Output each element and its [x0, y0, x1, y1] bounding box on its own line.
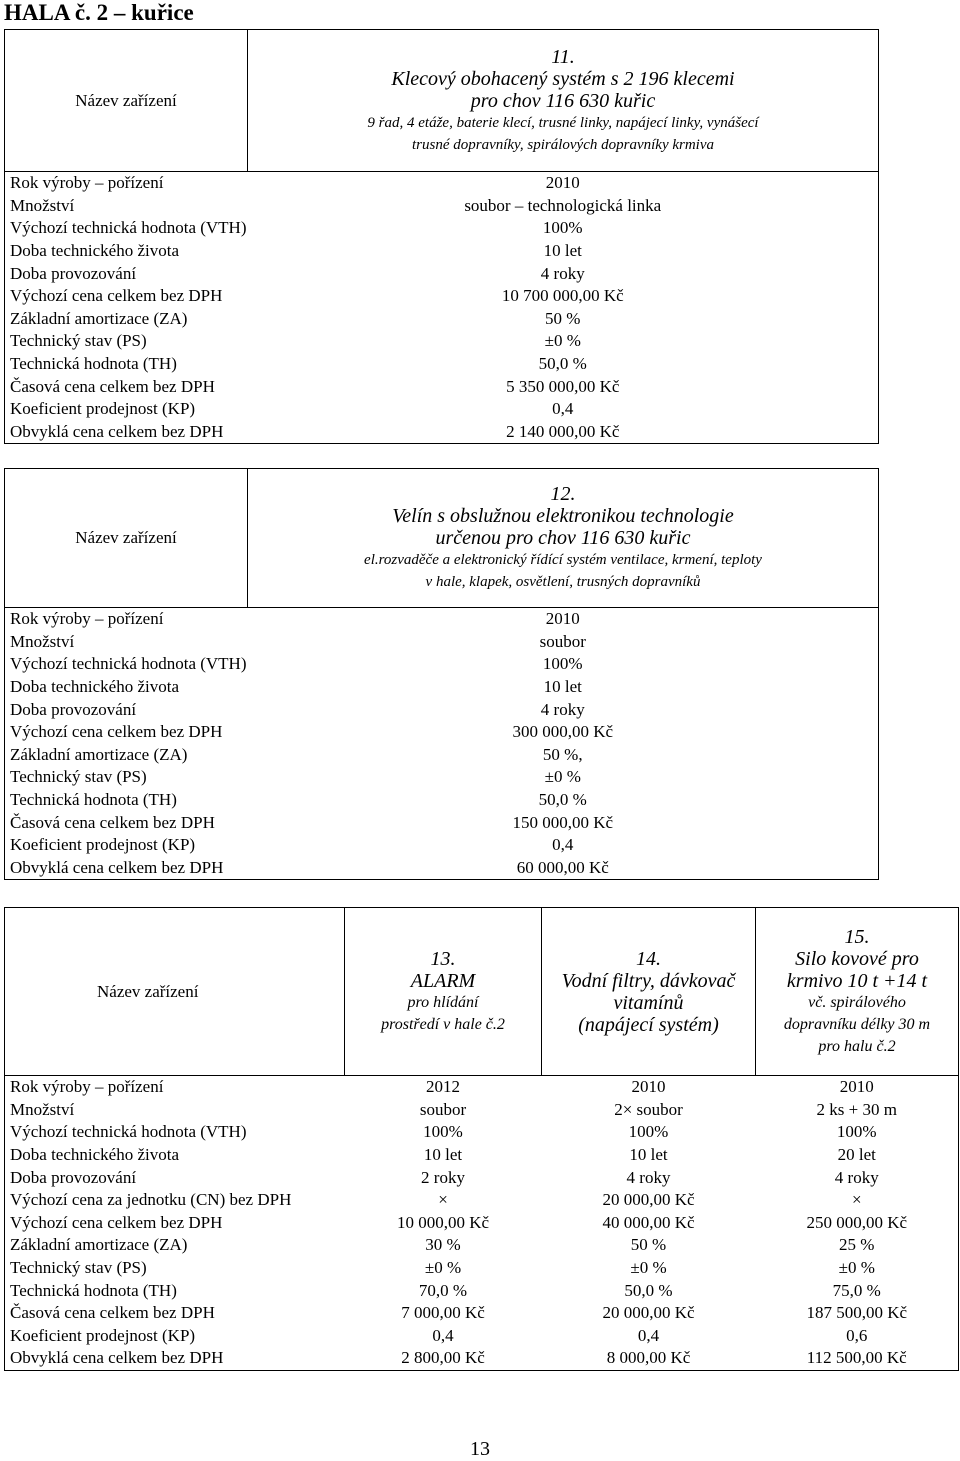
row-label: Doba technického života [5, 676, 248, 699]
table-row [5, 721, 879, 744]
row-value: 60 000,00 Kč [248, 857, 879, 880]
row-value: 2010 [542, 1076, 756, 1099]
table-row [5, 789, 879, 812]
row-value: 187 500,00 Kč [756, 1302, 959, 1325]
row-label: Výchozí cena za jednotku (CN) bez DPH [5, 1189, 345, 1212]
table-row [5, 1325, 959, 1348]
row-label: Množství [5, 195, 248, 218]
row-label: Obvyklá cena celkem bez DPH [5, 857, 248, 880]
table-row [5, 1189, 959, 1212]
row-label: Technická hodnota (TH) [5, 353, 248, 376]
row-label: Rok výroby – pořízení [5, 1076, 345, 1099]
row-value: 75,0 % [756, 1279, 959, 1302]
row-value: 2 ks + 30 m [756, 1099, 959, 1122]
row-value: 2012 [345, 1076, 542, 1099]
table-row [5, 308, 879, 331]
table-row [5, 811, 879, 834]
device-title-line: ALARM [410, 969, 476, 992]
row-value: 100% [423, 1122, 463, 1142]
row-label: Množství [5, 1099, 345, 1122]
row-value: 10 let [423, 1145, 463, 1165]
table-row [5, 217, 879, 240]
row-value: 30 % [425, 1235, 461, 1255]
device-title-line: určenou pro chov 116 630 kuřic [435, 527, 691, 549]
device-header [248, 30, 879, 172]
row-label: Doba provozování [5, 262, 248, 285]
row-value: 50,0 % [248, 789, 879, 812]
row-value: 250 000,00 Kč [756, 1212, 959, 1235]
row-value: 2010 [248, 608, 879, 631]
row-value: 10 700 000,00 Kč [248, 285, 879, 308]
row-label: Výchozí cena celkem bez DPH [5, 285, 248, 308]
row-label: Výchozí technická hodnota (VTH) [5, 217, 248, 240]
device-table-13-15 [4, 907, 959, 1371]
row-value: 2 800,00 Kč [345, 1347, 542, 1370]
device-description-line: pro hlídání [407, 993, 479, 1011]
row-label: Výchozí cena celkem bez DPH [5, 1212, 345, 1235]
device-title-line: (napájecí systém) [578, 1013, 719, 1036]
row-value: 2 140 000,00 Kč [248, 421, 879, 444]
row-value: 70,0 % [418, 1280, 468, 1300]
row-value: 20 000,00 Kč [602, 1190, 695, 1210]
table-row [5, 766, 879, 789]
row-value: 100% [756, 1121, 959, 1144]
device-name-label: Název zařízení [5, 469, 248, 608]
row-value: ±0 % [248, 766, 879, 789]
device-table-11 [4, 29, 879, 444]
row-label: Základní amortizace (ZA) [5, 308, 248, 331]
table-row [5, 398, 879, 421]
device-description-line: vč. spirálového [808, 993, 906, 1011]
row-value: 150 000,00 Kč [248, 811, 879, 834]
table-row [5, 1099, 959, 1122]
row-value: 20 let [756, 1144, 959, 1167]
device-title-line: vitamínů [613, 991, 684, 1014]
row-value: 10 let [248, 240, 879, 263]
row-value: 4 roky [756, 1166, 959, 1189]
device-number: 15. [844, 925, 870, 948]
row-value: 4 roky [248, 262, 879, 285]
device-description-line: 9 řad, 4 etáže, baterie klecí, trusné linky, napájecí linky, vynášecí [367, 114, 759, 131]
row-label: Obvyklá cena celkem bez DPH [5, 1347, 345, 1370]
row-value: 300 000,00 Kč [248, 721, 879, 744]
device-title-line: krmivo 10 t +14 t [786, 969, 928, 992]
device-header-13 [345, 908, 542, 1076]
row-label: Výchozí cena celkem bez DPH [5, 721, 248, 744]
device-title-line: Velín s obslužnou elektronikou technologie [392, 505, 734, 527]
row-label: Množství [5, 631, 248, 654]
row-value: 2010 [756, 1076, 959, 1099]
device-description-line: v hale, klapek, osvětlení, trusných dopravníků [425, 574, 701, 590]
row-value: 0,4 [248, 398, 879, 421]
row-value: soubor [248, 631, 879, 654]
table-row [5, 676, 879, 699]
row-value: 10 000,00 Kč [396, 1212, 490, 1232]
row-label: Doba technického života [5, 240, 248, 263]
table-row [5, 1121, 959, 1144]
table-row [5, 195, 879, 218]
row-value: ±0 % [756, 1257, 959, 1280]
table-row [5, 1347, 959, 1370]
table-row [5, 1144, 959, 1167]
device-title-line: pro chov 116 630 kuřic [470, 89, 656, 112]
row-label: Koeficient prodejnost (KP) [5, 1325, 345, 1348]
row-value: 7 000,00 Kč [401, 1303, 485, 1323]
table-row [5, 1234, 959, 1257]
device-title-line: Klecový obohacený systém s 2 196 klecemi [391, 67, 735, 90]
device-description-line: prostředí v hale č.2 [381, 1015, 505, 1033]
device-number: 13. [430, 947, 456, 970]
table-row [5, 262, 879, 285]
row-label: Technická hodnota (TH) [5, 1279, 345, 1302]
row-value: 5 350 000,00 Kč [248, 375, 879, 398]
row-label: Časová cena celkem bez DPH [5, 1302, 345, 1325]
row-label: Výchozí technická hodnota (VTH) [5, 1121, 345, 1144]
row-value: soubor – technologická linka [248, 195, 879, 218]
row-value: 0,6 [756, 1325, 959, 1348]
table-row [5, 1212, 959, 1235]
row-value: 2 roky [421, 1167, 465, 1187]
page-header: HALA č. 2 – kuřice [4, 0, 194, 25]
table-row [5, 1076, 959, 1099]
device-description-line: dopravníku délky 30 m [783, 1015, 931, 1033]
row-label: Rok výroby – pořízení [5, 172, 248, 195]
table-row [5, 857, 879, 880]
row-value: 50,0 % [248, 353, 879, 376]
table-row [5, 1257, 959, 1280]
device-header [248, 469, 879, 608]
table-row [5, 698, 879, 721]
table-row [5, 353, 879, 376]
row-value: × [756, 1189, 959, 1212]
device-table-12 [4, 468, 879, 880]
row-value: 0,4 [432, 1325, 454, 1345]
row-value: ±0 % [248, 330, 879, 353]
row-label: Obvyklá cena celkem bez DPH [5, 421, 248, 444]
row-value: 10 let [248, 676, 879, 699]
device-name-label: Název zařízení [5, 908, 345, 1076]
row-value: 2× soubor [614, 1099, 683, 1119]
row-value: 0,4 [637, 1325, 660, 1345]
table-row [5, 285, 879, 308]
row-value: 50 %, [248, 744, 879, 767]
table-row [5, 1166, 959, 1189]
device-number: 12. [550, 483, 576, 505]
row-label: Časová cena celkem bez DPH [5, 811, 248, 834]
device-header-14 [542, 908, 756, 1076]
row-label: Koeficient prodejnost (KP) [5, 398, 248, 421]
row-value: 112 500,00 Kč [756, 1347, 959, 1370]
row-label: Technická hodnota (TH) [5, 789, 248, 812]
row-value: 100% [628, 1122, 669, 1142]
table-row [5, 744, 879, 767]
row-value: 100% [248, 217, 879, 240]
device-header-15 [756, 908, 959, 1076]
row-label: Rok výroby – pořízení [5, 608, 248, 631]
row-label: Koeficient prodejnost (KP) [5, 834, 248, 857]
table-row [5, 834, 879, 857]
row-value: 50 % [630, 1235, 667, 1255]
row-value: 50,0 % [624, 1280, 673, 1300]
page-number: 13 [470, 1438, 490, 1460]
row-label: Doba provozování [5, 698, 248, 721]
row-value: 8 000,00 Kč [542, 1347, 756, 1370]
table-row [5, 330, 879, 353]
device-name-label: Název zařízení [5, 30, 248, 172]
row-value: 4 roky [248, 698, 879, 721]
device-title-line: Silo kovové pro [795, 947, 919, 970]
device-description-line: el.rozvaděče a elektronický řídící systém ventilace, krmení, teploty [364, 552, 762, 568]
row-value: ±0 % [424, 1258, 462, 1278]
table-row [5, 608, 879, 631]
row-label: Technický stav (PS) [5, 766, 248, 789]
row-value: 2010 [248, 172, 879, 195]
table-row [5, 653, 879, 676]
row-label: Doba provozování [5, 1166, 345, 1189]
device-number: 11. [551, 45, 575, 68]
table-row [5, 240, 879, 263]
row-label: Doba technického života [5, 1144, 345, 1167]
row-value: soubor [419, 1099, 467, 1119]
device-number: 14. [636, 947, 661, 970]
table-row [5, 421, 879, 444]
device-description-line: pro halu č.2 [818, 1037, 896, 1055]
row-value: 20 000,00 Kč [602, 1303, 695, 1323]
row-label: Technický stav (PS) [5, 330, 248, 353]
table-row [5, 172, 879, 195]
row-value: 40 000,00 Kč [602, 1212, 695, 1232]
row-value: ±0 % [630, 1258, 667, 1278]
row-value: × [438, 1190, 448, 1210]
row-value: 10 let [629, 1145, 668, 1165]
row-label: Výchozí technická hodnota (VTH) [5, 653, 248, 676]
row-label: Základní amortizace (ZA) [5, 1234, 345, 1257]
table-row [5, 631, 879, 654]
device-title-line: Vodní filtry, dávkovač [561, 969, 736, 992]
table-row [5, 375, 879, 398]
row-label: Základní amortizace (ZA) [5, 744, 248, 767]
device-description-line: trusné dopravníky, spirálových dopravníky krmiva [411, 136, 714, 153]
row-value: 0,4 [248, 834, 879, 857]
row-label: Technický stav (PS) [5, 1257, 345, 1280]
table-row [5, 1279, 959, 1302]
row-value: 50 % [248, 308, 879, 331]
row-value: 100% [248, 653, 879, 676]
row-value: 25 % [756, 1234, 959, 1257]
row-label: Časová cena celkem bez DPH [5, 375, 248, 398]
table-row [5, 1302, 959, 1325]
row-value: 4 roky [626, 1167, 671, 1187]
